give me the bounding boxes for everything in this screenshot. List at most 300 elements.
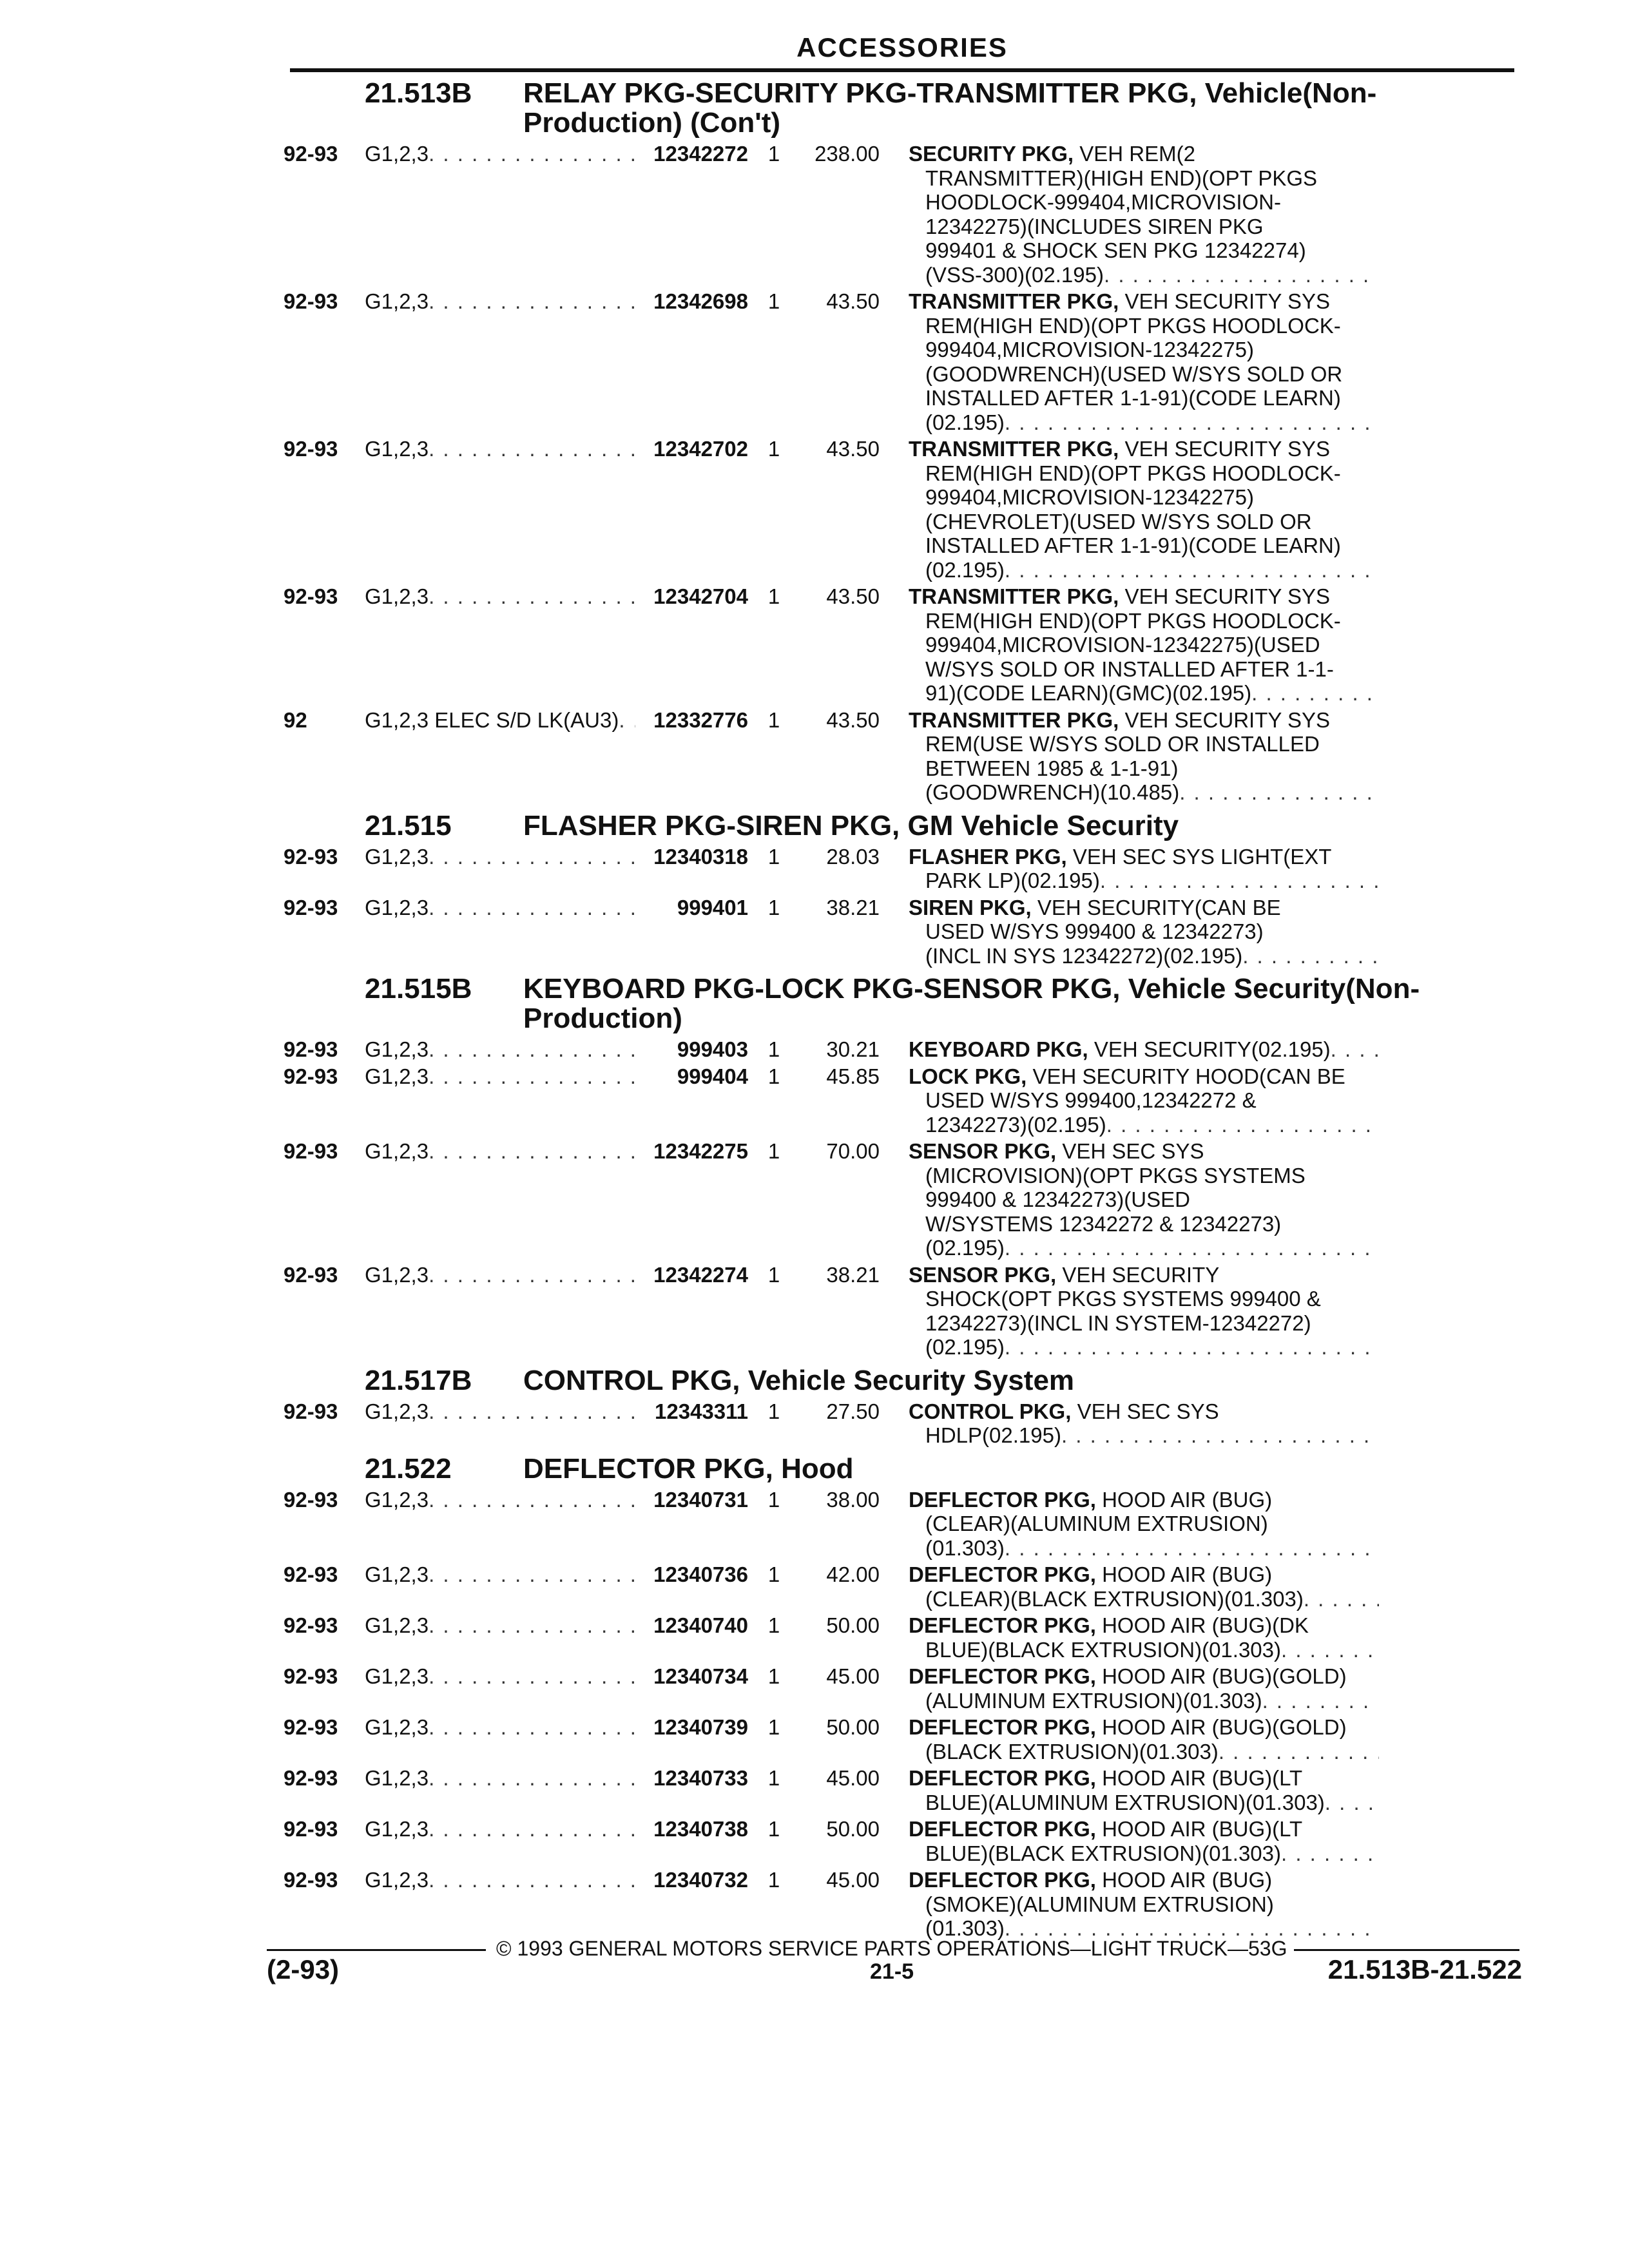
description-text: VEH SEC SYS xyxy=(1077,1399,1219,1423)
description-text: VEH SECURITY SYS xyxy=(1124,584,1330,608)
quantity: 1 xyxy=(767,1139,780,1163)
price: 45.00 xyxy=(826,1664,880,1688)
price: 43.50 xyxy=(826,437,880,461)
leader-dots xyxy=(1262,1689,1379,1713)
leader-dots xyxy=(1104,263,1379,287)
part-entry xyxy=(284,1139,1521,1260)
description-line xyxy=(909,1488,1379,1512)
model-year: 92-93 xyxy=(284,1868,338,1892)
price: 50.00 xyxy=(826,1715,880,1739)
catalog-section xyxy=(284,811,1521,968)
description-line xyxy=(909,657,1379,682)
description-line xyxy=(909,1689,1379,1713)
description-text: 999404,MICROVISION-12342275) xyxy=(925,338,1254,361)
model-year: 92-93 xyxy=(284,142,338,166)
description-line xyxy=(909,681,1379,706)
application xyxy=(365,1613,635,1662)
part-number: 12342275 xyxy=(653,1139,748,1163)
description-text: (02.195) xyxy=(925,557,1005,582)
part-entry xyxy=(284,1562,1521,1611)
application xyxy=(365,1139,635,1260)
quantity: 1 xyxy=(767,1262,780,1287)
price: 70.00 xyxy=(826,1139,880,1163)
description xyxy=(909,896,1379,968)
description xyxy=(909,584,1379,706)
description-line xyxy=(909,190,1379,215)
application-code: G1,2,3 xyxy=(365,1562,429,1586)
description-title: DEFLECTOR PKG, xyxy=(909,1664,1096,1688)
description-title: SENSOR PKG, xyxy=(909,1139,1057,1163)
section-title-line: Production) (Con't) xyxy=(523,107,781,139)
leader-dots xyxy=(429,1139,635,1260)
quantity: 1 xyxy=(767,584,780,608)
description-text: VEH SECURITY(02.195) xyxy=(1094,1037,1331,1061)
description-line xyxy=(909,1236,1379,1260)
description-text: 999404,MICROVISION-12342275)(USED xyxy=(925,633,1320,657)
description-text: (SMOKE)(ALUMINUM EXTRUSION) xyxy=(925,1892,1274,1916)
description-line xyxy=(909,1064,1379,1089)
description-text: (GOODWRENCH)(10.485) xyxy=(925,780,1180,804)
price: 28.03 xyxy=(826,844,880,869)
price: 43.50 xyxy=(826,289,880,313)
description-line xyxy=(909,1399,1379,1424)
description-text: 999400 & 12342273)(USED xyxy=(925,1187,1190,1211)
part-number: 12340738 xyxy=(653,1817,748,1841)
leader-dots xyxy=(429,896,635,968)
application-code: G1,2,3 xyxy=(365,142,429,166)
description-text: (01.303) xyxy=(925,1916,1005,1940)
model-year: 92-93 xyxy=(284,1064,338,1088)
leader-dots xyxy=(1331,1037,1379,1062)
page-title: ACCESSORIES xyxy=(796,32,1008,62)
application-code: G1,2,3 xyxy=(365,1715,429,1739)
description-title: FLASHER PKG, xyxy=(909,844,1067,869)
description-text: VEH SEC SYS xyxy=(1062,1139,1204,1163)
part-number: 12342702 xyxy=(653,437,748,461)
quantity: 1 xyxy=(767,1399,780,1423)
description-line xyxy=(909,338,1379,362)
description-line xyxy=(909,869,1379,893)
application xyxy=(365,1064,635,1137)
leader-dots xyxy=(429,1562,635,1611)
price: 38.21 xyxy=(826,1262,880,1287)
part-number: 999401 xyxy=(677,895,748,919)
application xyxy=(365,437,635,582)
quantity: 1 xyxy=(767,844,780,869)
section-title xyxy=(523,1454,1521,1484)
model-year: 92-93 xyxy=(284,895,338,919)
section-heading xyxy=(365,79,1521,138)
section-title-line: KEYBOARD PKG-LOCK PKG-SENSOR PKG, Vehicle Security(Non- xyxy=(523,973,1420,1004)
leader-dots xyxy=(1061,1423,1379,1448)
description-title: SENSOR PKG, xyxy=(909,1262,1057,1287)
application-code: G1,2,3 xyxy=(365,289,429,313)
part-entry xyxy=(284,708,1521,805)
description-text: USED W/SYS 999400,12342272 & xyxy=(925,1088,1257,1112)
application xyxy=(365,1817,635,1865)
quantity: 1 xyxy=(767,437,780,461)
description xyxy=(909,1868,1379,1941)
description-line xyxy=(909,845,1379,869)
application xyxy=(365,896,635,968)
section-title-line: CONTROL PKG, Vehicle Security System xyxy=(523,1364,1075,1396)
description-text: HOOD AIR (BUG) xyxy=(1102,1868,1273,1892)
model-year: 92-93 xyxy=(284,1715,338,1739)
description-title: TRANSMITTER PKG, xyxy=(909,707,1119,732)
catalog-section xyxy=(284,79,1521,805)
footer-section-range: 21.513B-21.522 xyxy=(1327,1954,1522,1984)
description-line xyxy=(909,1638,1379,1662)
application-code: G1,2,3 xyxy=(365,1037,429,1061)
leader-dots xyxy=(429,1766,635,1814)
section-title xyxy=(523,811,1521,841)
description-line xyxy=(909,1113,1379,1137)
description-text: HOOD AIR (BUG) xyxy=(1102,1487,1273,1512)
description-line xyxy=(909,1139,1379,1164)
description xyxy=(909,1766,1379,1814)
description-text: SHOCK(OPT PKGS SYSTEMS 999400 & xyxy=(925,1287,1321,1311)
description-line xyxy=(909,485,1379,510)
part-number: 12342704 xyxy=(653,584,748,608)
leader-dots xyxy=(1242,944,1379,968)
description-line xyxy=(909,362,1379,387)
application xyxy=(365,1488,635,1561)
leader-dots xyxy=(429,845,635,893)
description-line xyxy=(909,1791,1379,1815)
model-year: 92-93 xyxy=(284,1817,338,1841)
quantity: 1 xyxy=(767,142,780,166)
leader-dots xyxy=(429,1037,635,1062)
application xyxy=(365,1562,635,1611)
description-text: HOOD AIR (BUG)(LT xyxy=(1102,1817,1303,1841)
description-text: HOOD AIR (BUG)(GOLD) xyxy=(1102,1664,1347,1688)
description-text: HOODLOCK-999404,MICROVISION- xyxy=(925,190,1281,214)
description-line xyxy=(909,1841,1379,1866)
description-line xyxy=(909,584,1379,609)
description-title: DEFLECTOR PKG, xyxy=(909,1868,1096,1892)
description-line xyxy=(909,1263,1379,1287)
leader-dots xyxy=(619,708,635,805)
description-text: (CLEAR)(ALUMINUM EXTRUSION) xyxy=(925,1512,1268,1535)
description-text: PARK LP)(02.195) xyxy=(925,869,1100,892)
application-code: G1,2,3 xyxy=(365,1664,429,1688)
leader-dots xyxy=(429,1399,635,1448)
part-number: 12340739 xyxy=(653,1715,748,1739)
quantity: 1 xyxy=(767,1715,780,1739)
description-text: HOOD AIR (BUG)(LT xyxy=(1102,1766,1303,1790)
description-line xyxy=(909,1088,1379,1113)
application-code: G1,2,3 xyxy=(365,1064,429,1088)
footer-rule-left xyxy=(267,1949,486,1951)
part-entry xyxy=(284,1064,1521,1137)
price: 45.00 xyxy=(826,1868,880,1892)
description-line xyxy=(909,609,1379,633)
description-text: VEH SECURITY HOOD(CAN BE xyxy=(1032,1064,1345,1088)
price: 45.00 xyxy=(826,1766,880,1790)
description-text: (ALUMINUM EXTRUSION)(01.303) xyxy=(925,1688,1262,1713)
model-year: 92 xyxy=(284,707,307,732)
quantity: 1 xyxy=(767,707,780,732)
leader-dots xyxy=(1106,1113,1379,1137)
model-year: 92-93 xyxy=(284,1766,338,1790)
description-line xyxy=(909,238,1379,263)
part-number: 12332776 xyxy=(653,707,748,732)
leader-dots xyxy=(429,1613,635,1662)
part-number: 12340733 xyxy=(653,1766,748,1790)
description-line xyxy=(909,1187,1379,1212)
part-number: 12340740 xyxy=(653,1613,748,1637)
description xyxy=(909,1613,1379,1662)
description-line xyxy=(909,1037,1379,1062)
part-entry xyxy=(284,142,1521,287)
quantity: 1 xyxy=(767,895,780,919)
part-number: 12342698 xyxy=(653,289,748,313)
section-number: 21.515B xyxy=(365,973,472,1004)
quantity: 1 xyxy=(767,289,780,313)
application-code: G1,2,3 xyxy=(365,844,429,869)
description-line xyxy=(909,1664,1379,1689)
section-heading xyxy=(365,974,1521,1033)
price: 30.21 xyxy=(826,1037,880,1061)
description xyxy=(909,1562,1379,1611)
description xyxy=(909,1664,1379,1713)
section-heading xyxy=(365,811,1521,841)
description-title: DEFLECTOR PKG, xyxy=(909,1487,1096,1512)
description-text: 12342275)(INCLUDES SIREN PKG xyxy=(925,214,1264,238)
application xyxy=(365,708,635,805)
footer-copyright: © 1993 GENERAL MOTORS SERVICE PARTS OPERATIONS—LIGHT TRUCK—53G xyxy=(496,1937,1287,1960)
part-entry xyxy=(284,896,1521,968)
description-text: (02.195) xyxy=(925,1335,1005,1359)
description-text: VEH SECURITY(CAN BE xyxy=(1037,895,1281,919)
model-year: 92-93 xyxy=(284,584,338,608)
description-text: W/SYS SOLD OR INSTALLED AFTER 1-1- xyxy=(925,657,1334,681)
description-title: TRANSMITTER PKG, xyxy=(909,289,1119,313)
description-title: DEFLECTOR PKG, xyxy=(909,1766,1096,1790)
description-text: TRANSMITTER)(HIGH END)(OPT PKGS xyxy=(925,166,1318,190)
description-title: DEFLECTOR PKG, xyxy=(909,1817,1096,1841)
description-text: (02.195) xyxy=(925,1236,1005,1260)
description xyxy=(909,289,1379,434)
leader-dots xyxy=(429,1664,635,1713)
leader-dots xyxy=(429,142,635,287)
page-header xyxy=(290,30,1514,72)
application-code: G1,2,3 xyxy=(365,437,429,461)
description-line xyxy=(909,633,1379,657)
description-text: VEH SECURITY xyxy=(1062,1262,1220,1287)
description-text: HOOD AIR (BUG)(GOLD) xyxy=(1102,1715,1347,1739)
description-line xyxy=(909,1868,1379,1892)
description-line xyxy=(909,1512,1379,1536)
leader-dots xyxy=(1281,1841,1379,1866)
price: 45.85 xyxy=(826,1064,880,1088)
description-title: SECURITY PKG, xyxy=(909,142,1074,166)
part-number: 12340318 xyxy=(653,844,748,869)
description-line xyxy=(909,1562,1379,1587)
section-number: 21.522 xyxy=(365,1452,452,1485)
part-entry xyxy=(284,437,1521,582)
application xyxy=(365,289,635,434)
description xyxy=(909,1488,1379,1561)
description-line xyxy=(909,1740,1379,1764)
section-title-line: DEFLECTOR PKG, Hood xyxy=(523,1452,854,1485)
price: 50.00 xyxy=(826,1817,880,1841)
description-title: KEYBOARD PKG, xyxy=(909,1037,1088,1061)
description-line xyxy=(909,558,1379,582)
part-number: 999404 xyxy=(677,1064,748,1088)
price: 50.00 xyxy=(826,1613,880,1637)
description-line xyxy=(909,780,1379,805)
description xyxy=(909,845,1379,893)
description-text: VEH SECURITY SYS xyxy=(1124,707,1330,732)
quantity: 1 xyxy=(767,1766,780,1790)
description-line xyxy=(909,461,1379,486)
leader-dots xyxy=(1219,1740,1379,1764)
application-code: G1,2,3 ELEC S/D LK(AU3) xyxy=(365,707,619,732)
description-line xyxy=(909,437,1379,461)
description-text: VEH SECURITY SYS xyxy=(1124,289,1330,313)
price: 42.00 xyxy=(826,1562,880,1586)
part-entry xyxy=(284,1766,1521,1814)
description-text: HDLP(02.195) xyxy=(925,1423,1061,1447)
description-line xyxy=(909,386,1379,410)
description-line xyxy=(909,1536,1379,1561)
application xyxy=(365,1263,635,1360)
description-title: TRANSMITTER PKG, xyxy=(909,437,1119,461)
description-text: VEH SECURITY SYS xyxy=(1124,437,1330,461)
description-text: REM(HIGH END)(OPT PKGS HOODLOCK- xyxy=(925,461,1341,485)
description xyxy=(909,1064,1379,1137)
description-text: W/SYSTEMS 12342272 & 12342273) xyxy=(925,1211,1282,1236)
leader-dots xyxy=(429,1488,635,1561)
description-text: (MICROVISION)(OPT PKGS SYSTEMS xyxy=(925,1163,1306,1187)
price: 43.50 xyxy=(826,584,880,608)
description-text: 999401 & SHOCK SEN PKG 12342274) xyxy=(925,238,1306,262)
footer-date: (2-93) xyxy=(267,1954,340,1984)
section-title-line: FLASHER PKG-SIREN PKG, GM Vehicle Security xyxy=(523,809,1179,841)
application xyxy=(365,1037,635,1062)
description-text: REM(HIGH END)(OPT PKGS HOODLOCK- xyxy=(925,313,1341,338)
quantity: 1 xyxy=(767,1868,780,1892)
description-text: BLUE)(BLACK EXTRUSION)(01.303) xyxy=(925,1637,1281,1662)
description xyxy=(909,1037,1379,1062)
description-title: LOCK PKG, xyxy=(909,1064,1027,1088)
description-text: (INCL IN SYS 12342272)(02.195) xyxy=(925,943,1243,968)
application xyxy=(365,845,635,893)
description xyxy=(909,1399,1379,1448)
application xyxy=(365,1868,635,1941)
description-text: 999404,MICROVISION-12342275) xyxy=(925,485,1254,509)
description-text: (VSS-300)(02.195) xyxy=(925,262,1104,287)
application xyxy=(365,1715,635,1763)
description-line xyxy=(909,1287,1379,1311)
model-year: 92-93 xyxy=(284,844,338,869)
part-number: 999403 xyxy=(677,1037,748,1061)
section-number: 21.517B xyxy=(365,1364,472,1396)
description-line xyxy=(909,1212,1379,1236)
part-number: 12340734 xyxy=(653,1664,748,1688)
description-text: REM(USE W/SYS SOLD OR INSTALLED xyxy=(925,732,1320,756)
leader-dots xyxy=(429,584,635,706)
description xyxy=(909,437,1379,582)
model-year: 92-93 xyxy=(284,289,338,313)
description-line xyxy=(909,215,1379,239)
description-title: CONTROL PKG, xyxy=(909,1399,1072,1423)
leader-dots xyxy=(1005,1236,1379,1260)
description-line xyxy=(909,289,1379,314)
application-code: G1,2,3 xyxy=(365,1399,429,1423)
leader-dots xyxy=(429,1715,635,1763)
price: 38.00 xyxy=(826,1487,880,1512)
part-entry xyxy=(284,1715,1521,1763)
description-line xyxy=(909,1164,1379,1188)
leader-dots xyxy=(1005,558,1379,582)
description-line xyxy=(909,1817,1379,1841)
application xyxy=(365,1399,635,1448)
description-line xyxy=(909,756,1379,781)
leader-dots xyxy=(1325,1791,1379,1815)
leader-dots xyxy=(1100,869,1379,893)
part-entry xyxy=(284,289,1521,434)
section-number: 21.513B xyxy=(365,77,472,109)
description-line xyxy=(909,1587,1379,1611)
description xyxy=(909,708,1379,805)
quantity: 1 xyxy=(767,1037,780,1061)
quantity: 1 xyxy=(767,1487,780,1512)
description-text: BLUE)(ALUMINUM EXTRUSION)(01.303) xyxy=(925,1790,1325,1814)
description-text: (GOODWRENCH)(USED W/SYS SOLD OR xyxy=(925,361,1343,386)
description-line xyxy=(909,1715,1379,1740)
application-code: G1,2,3 xyxy=(365,1766,429,1790)
description-line xyxy=(909,410,1379,435)
description xyxy=(909,1817,1379,1865)
model-year: 92-93 xyxy=(284,1037,338,1061)
application-code: G1,2,3 xyxy=(365,1139,429,1163)
description-title: DEFLECTOR PKG, xyxy=(909,1562,1096,1586)
model-year: 92-93 xyxy=(284,1399,338,1423)
description-line xyxy=(909,1613,1379,1638)
application xyxy=(365,584,635,706)
description-text: USED W/SYS 999400 & 12342273) xyxy=(925,919,1264,943)
description-line xyxy=(909,1766,1379,1791)
application-code: G1,2,3 xyxy=(365,584,429,608)
price: 43.50 xyxy=(826,707,880,732)
part-number: 12342274 xyxy=(653,1262,748,1287)
leader-dots xyxy=(1005,410,1379,435)
price: 38.21 xyxy=(826,895,880,919)
description-title: TRANSMITTER PKG, xyxy=(909,584,1119,608)
description-text: (BLACK EXTRUSION)(01.303) xyxy=(925,1739,1219,1763)
leader-dots xyxy=(1005,1335,1379,1360)
parts-catalog-body xyxy=(284,72,1521,1943)
leader-dots xyxy=(1281,1638,1379,1662)
leader-dots xyxy=(429,1817,635,1865)
description-line xyxy=(909,896,1379,920)
application-code: G1,2,3 xyxy=(365,1817,429,1841)
description-title: DEFLECTOR PKG, xyxy=(909,1715,1096,1739)
description-line xyxy=(909,142,1379,166)
description-line xyxy=(909,732,1379,756)
description-text: (01.303) xyxy=(925,1535,1005,1560)
description-line xyxy=(909,314,1379,338)
description xyxy=(909,1263,1379,1360)
description-text: 12342273)(02.195) xyxy=(925,1112,1106,1137)
description-line xyxy=(909,263,1379,287)
application xyxy=(365,1766,635,1814)
leader-dots xyxy=(1179,780,1379,805)
description-text: VEH SEC SYS LIGHT(EXT xyxy=(1072,844,1332,869)
footer-page-number: 21-5 xyxy=(870,1959,914,1984)
